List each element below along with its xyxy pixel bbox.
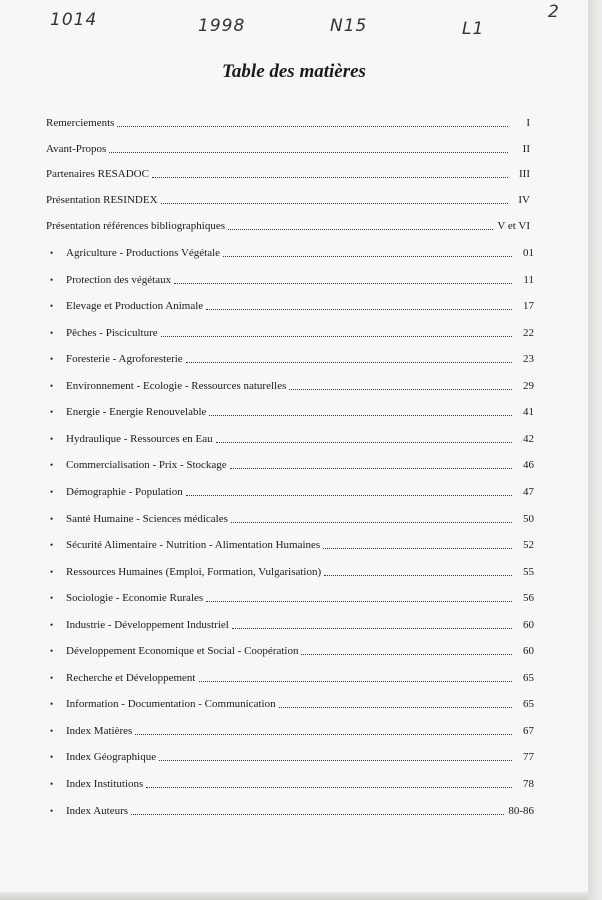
page-title: Table des matières (222, 61, 366, 82)
bullet-icon: • (50, 752, 54, 763)
toc-entry-label: Sécurité Alimentaire - Nutrition - Alimentation Humaines (66, 539, 321, 552)
toc-entry-label: Partenaires RESADOC (46, 168, 149, 180)
toc-entry (50, 669, 534, 685)
dot-leader (324, 574, 512, 576)
toc-entry (50, 536, 534, 552)
dot-leader (146, 786, 512, 788)
toc-entry (50, 775, 534, 791)
toc-entry-page: 80-86 (508, 804, 534, 817)
dot-leader (159, 759, 512, 761)
handwritten-note: 1998 (198, 16, 246, 36)
toc-entry-page: 29 (523, 379, 534, 392)
toc-entry (50, 563, 534, 579)
dot-leader (206, 600, 512, 602)
bullet-icon: • (50, 460, 54, 471)
bullet-icon: • (50, 805, 54, 816)
toc-entry-label: Index Matières (66, 724, 133, 737)
toc-entry-page: 42 (523, 432, 534, 445)
toc-entry-label: Pêches - Pisciculture (66, 326, 158, 339)
toc-entry-page: 52 (523, 539, 534, 552)
toc-entry-label: Recherche et Développement (66, 671, 196, 684)
toc-entry-page: 78 (523, 778, 534, 790)
bullet-icon: • (50, 433, 54, 444)
toc-entry (50, 616, 534, 632)
toc-entry-page: IV (518, 194, 530, 206)
handwritten-note: L1 (462, 19, 485, 39)
toc-entry (50, 430, 534, 446)
toc-entry (46, 114, 530, 130)
toc-entry (50, 510, 534, 526)
toc-entry (50, 695, 534, 711)
toc-entry-page: 60 (523, 618, 534, 631)
toc-entry-page: II (522, 143, 530, 155)
bullet-icon: • (50, 327, 54, 338)
toc-entry-page: V et VI (497, 220, 530, 232)
bullet-icon: • (50, 380, 54, 391)
toc-entry-label: Commercialisation - Prix - Stockage (66, 459, 227, 472)
toc-entry-label: Avant-Propos (46, 143, 107, 155)
dot-leader (228, 228, 493, 230)
toc-entry-page: 55 (523, 565, 534, 578)
toc-entry-page: 50 (523, 512, 534, 525)
toc-entry (50, 748, 534, 764)
bullet-icon: • (50, 354, 54, 365)
page-edge (588, 0, 602, 900)
bullet-icon: • (50, 540, 54, 551)
toc-entry-page: I (526, 117, 530, 129)
bullet-icon: • (50, 566, 54, 577)
toc-entry (50, 271, 534, 287)
handwritten-note: N15 (330, 16, 368, 36)
toc-entry (46, 217, 530, 233)
toc-entry (46, 140, 530, 156)
toc-entry (50, 483, 534, 499)
toc-entry-label: Remerciements (46, 117, 115, 129)
dot-leader (216, 441, 512, 443)
bullet-icon: • (50, 725, 54, 736)
toc-entry-label: Foresterie - Agroforesterie (66, 353, 183, 366)
dot-leader (231, 521, 512, 523)
toc-entry-page: 41 (523, 406, 534, 419)
toc-entry (50, 802, 534, 818)
toc-entry-page: 46 (523, 459, 534, 472)
bullet-icon: • (50, 779, 54, 789)
dot-leader (279, 706, 512, 708)
toc-entry-label: Index Géographique (66, 751, 157, 764)
dot-leader (199, 680, 513, 682)
toc-entry (50, 589, 534, 605)
toc-entry-page: 01 (523, 247, 534, 259)
toc-entry-page: 47 (523, 485, 534, 498)
dot-leader (232, 627, 512, 629)
toc-entry-label: Sociologie - Economie Rurales (66, 592, 204, 605)
toc-entry (50, 297, 534, 313)
toc-entry-page: 65 (523, 671, 534, 684)
toc-entry-label: Démographie - Population (66, 485, 183, 498)
dot-leader (152, 176, 508, 178)
toc-entry (50, 377, 534, 393)
dot-leader (161, 335, 512, 337)
dot-leader (186, 494, 512, 496)
handwritten-note: 2 (548, 2, 560, 22)
dot-leader (289, 388, 512, 390)
bullet-icon: • (50, 593, 54, 604)
toc-entry-page: 11 (523, 273, 534, 286)
toc-entry-label: Industrie - Développement Industriel (66, 618, 229, 631)
toc-entry-page: 65 (523, 698, 534, 711)
toc-entry-label: Présentation références bibliographiques (46, 220, 225, 232)
dot-leader (131, 813, 504, 815)
toc-entry (50, 324, 534, 340)
toc-entry (46, 165, 530, 181)
toc-entry-label: Développement Economique et Social - Coopération (66, 645, 299, 658)
toc-entry-page: 60 (523, 645, 534, 658)
bullet-icon: • (50, 646, 54, 657)
toc-entry-label: Information - Documentation - Communication (66, 698, 276, 711)
dot-leader (174, 282, 512, 284)
dot-leader (186, 361, 512, 363)
toc-entry-label: Environnement - Ecologie - Ressources naturelles (66, 379, 287, 392)
toc-entry-label: Agriculture - Productions Végétale (66, 247, 221, 259)
dot-leader (230, 467, 512, 469)
bullet-icon: • (50, 513, 54, 524)
toc-entry-label: Elevage et Production Animale (66, 300, 204, 313)
toc-entry-label: Ressources Humaines (Emploi, Formation, Vulgarisation) (66, 565, 322, 578)
toc-entry-page: 56 (523, 592, 534, 605)
toc-entry-label: Energie - Energie Renouvelable (66, 406, 207, 419)
toc-entry-page: 77 (523, 751, 534, 764)
handwritten-note: 1014 (50, 10, 98, 30)
toc-entry (50, 350, 534, 366)
toc-entry-page: III (519, 168, 530, 180)
toc-entry-label: Présentation RESINDEX (46, 194, 158, 206)
dot-leader (301, 653, 512, 655)
toc-entry (50, 403, 534, 419)
dot-leader (135, 733, 512, 735)
toc-entry-label: Santé Humaine - Sciences médicales (66, 512, 228, 525)
bullet-icon: • (50, 301, 54, 312)
toc-entry (50, 244, 534, 260)
bullet-icon: • (50, 699, 54, 710)
toc-entry (50, 722, 534, 738)
bullet-icon: • (50, 248, 54, 258)
toc-entry (50, 642, 534, 658)
dot-leader (323, 547, 512, 549)
dot-leader (209, 414, 512, 416)
toc-entry-page: 67 (523, 724, 534, 737)
toc-entry-page: 17 (523, 300, 534, 313)
dot-leader (109, 151, 508, 153)
bullet-icon: • (50, 486, 54, 497)
toc-entry (46, 191, 530, 207)
toc-entry-label: Hydraulique - Ressources en Eau (66, 432, 213, 445)
bullet-icon: • (50, 672, 54, 683)
dot-leader (206, 308, 512, 310)
page-bottom-edge (0, 892, 588, 900)
toc-entry-page: 22 (523, 326, 534, 339)
toc-entry (50, 456, 534, 472)
toc-entry-label: Index Institutions (66, 778, 144, 790)
toc-entry-label: Index Auteurs (66, 804, 129, 817)
bullet-icon: • (50, 407, 54, 418)
bullet-icon: • (50, 274, 54, 285)
dot-leader (161, 202, 508, 204)
toc-entry-label: Protection des végétaux (66, 273, 172, 286)
bullet-icon: • (50, 619, 54, 630)
dot-leader (223, 255, 512, 257)
dot-leader (117, 125, 508, 127)
toc-entry-page: 23 (523, 353, 534, 366)
